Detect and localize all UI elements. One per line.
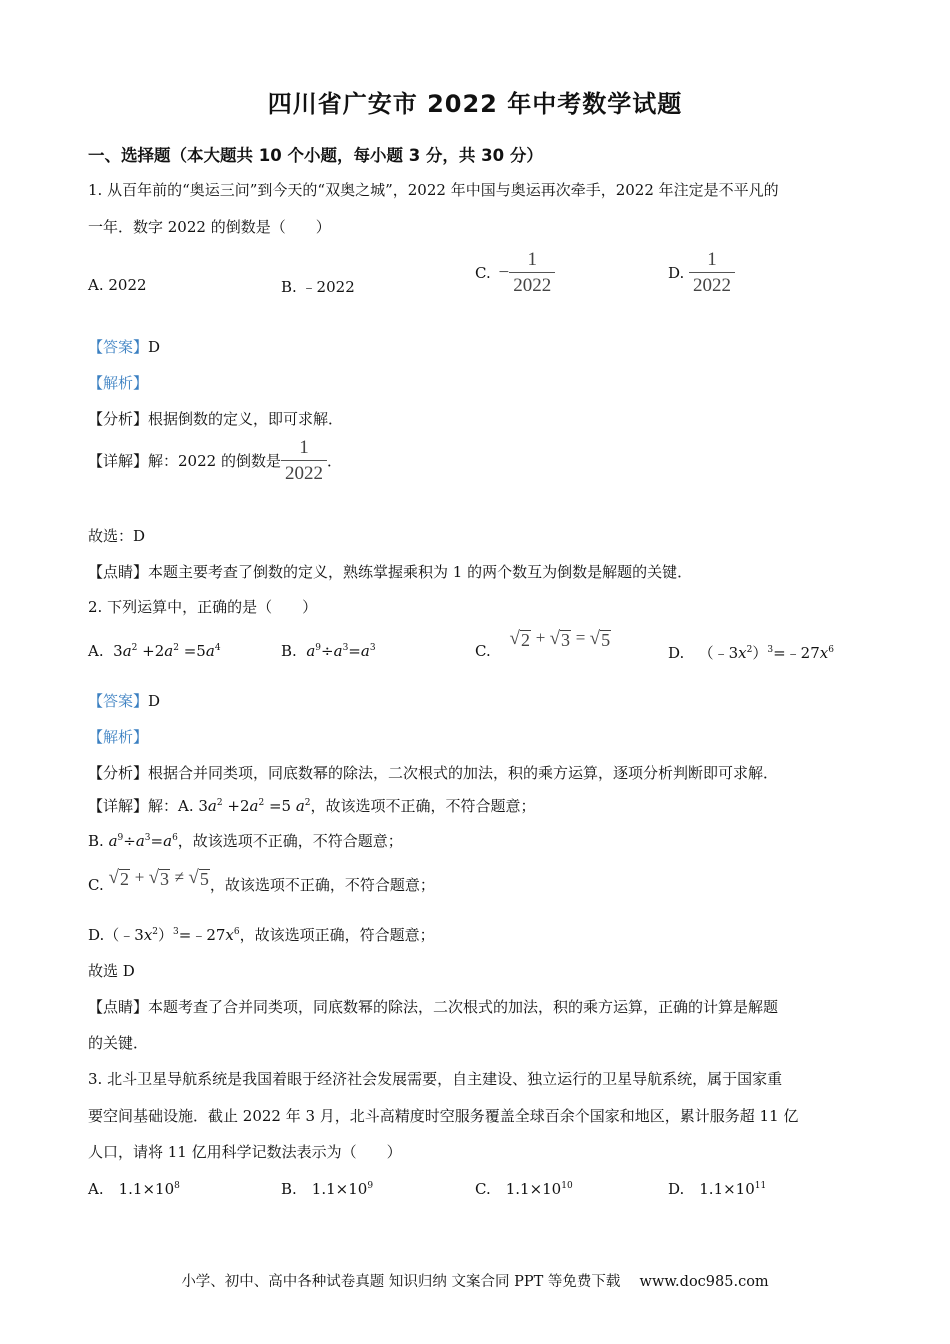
sqrt-expr: √ 5 xyxy=(589,628,611,651)
sqrt-expr: √ 2 xyxy=(509,628,530,651)
fraction xyxy=(509,250,555,295)
q1-option-b: B. ﹣2022 xyxy=(281,278,355,296)
q3-option-d xyxy=(668,1178,766,1199)
q2-dianjing-line1: 【点睛】本题考查了合并同类项，同底数幂的除法，二次根式的加法，积的乘方运算，正确的计算是解题 xyxy=(88,998,779,1016)
q2-fenxi: 【分析】根据合并同类项，同底数幂的除法，二次根式的加法，积的乘方运算，逐项分析判断即可求解． xyxy=(88,764,779,782)
sqrt-expr: √ 3 xyxy=(148,866,169,889)
xiangjie-text: 【详解】解：A. xyxy=(88,797,194,815)
minus-sign: − xyxy=(498,261,510,283)
sqrt-expr: √ 3 xyxy=(549,628,570,651)
q2-xiangjie-c: C. √ 2 + √ 3 ≠ √ 5 ，故该选项不正确，不符合题意； xyxy=(88,862,435,895)
q1-answer xyxy=(88,336,160,357)
q2-dianjing-line2: 的关键． xyxy=(88,1034,149,1052)
q1-dianjing: 【点睛】本题主要考查了倒数的定义，熟练掌握乘积为 1 的两个数互为倒数是解题的关键． xyxy=(88,563,693,581)
xiangjie-text: 【详解】解：2022 的倒数是 xyxy=(88,452,281,470)
item-d-label: D. xyxy=(88,926,105,944)
q1-option-c-label: C. xyxy=(475,263,491,282)
q1-option-d xyxy=(668,250,735,295)
q2-option-d-label: D. xyxy=(668,644,685,662)
exponent: 11 xyxy=(754,1181,767,1191)
q1-stem-line2: 一年．数字 2022 的倒数是（ ） xyxy=(88,218,331,236)
q3-option-b xyxy=(281,1178,373,1199)
q1-stem-line1: 1. 从百年前的“奥运三问”到今天的“双奥之城”，2022 年中国与奥运再次牵手，2022 年注定是不平凡的 xyxy=(88,181,779,199)
option-text: B. 1.1×10 xyxy=(281,1180,368,1198)
exponent: 9 xyxy=(367,1181,374,1191)
option-text: C. 1.1×10 xyxy=(475,1180,562,1198)
q2-stem: 2. 下列运算中，正确的是（ ） xyxy=(88,598,318,616)
denominator: 2022 xyxy=(284,463,323,484)
answer-value: D xyxy=(148,692,161,710)
q1-option-a: A. 2022 xyxy=(88,276,147,294)
q2-option-d: D. $(﹣3x^2)^3=﹣27x^6$ xyxy=(668,644,834,662)
q2-xiangjie-a: 【详解】解：A. $3a^2 +2a^2 =5$ $a^2$，故该选项不正确，不符合题意； xyxy=(88,797,536,815)
q2-option-b: B. $a^9\div a^3=a^3$ xyxy=(281,642,376,660)
q1-guxuan: 故选：D xyxy=(88,527,146,545)
q3-stem-line1: 3. 北斗卫星导航系统是我国着眼于经济社会发展需要，自主建设、独立运行的卫星导航系统，属于国家重 xyxy=(88,1070,783,1088)
item-c-text: ，故该选项不正确，不符合题意； xyxy=(209,876,435,894)
numerator: 1 xyxy=(527,249,537,270)
exponent: 8 xyxy=(174,1181,180,1191)
xiangjie-end: ． xyxy=(326,452,342,470)
q3-stem-line2: 要空间基础设施．截止 2022 年 3 月，北斗高精度时空服务覆盖全球百余个国家和地区，累计服务超 11 亿 xyxy=(88,1107,799,1125)
q1-fenxi: 【分析】根据倒数的定义，即可求解． xyxy=(88,410,344,428)
item-c-label: C. xyxy=(88,875,104,894)
q2-option-c-label: C. xyxy=(475,642,491,660)
q2-option-a-label: A. xyxy=(88,642,104,660)
xiangjie-end: ，故该选项不正确，不符合题意； xyxy=(310,797,536,815)
page-title: 四川省广安市 2022 年中考数学试题 xyxy=(267,90,683,118)
q2-option-c: C. √ 2 + √ 3 = √ 5 xyxy=(475,628,611,660)
section-heading: 一、选择题（本大题共 10 个小题，每小题 3 分，共 30 分） xyxy=(88,146,543,165)
item-d-text: ，故该选项正确，符合题意； xyxy=(239,926,435,944)
item-b-label: B. xyxy=(88,832,104,850)
q3-stem-line3: 人口，请将 11 亿用科学记数法表示为（ ） xyxy=(88,1143,402,1161)
answer-value: D xyxy=(148,338,161,356)
item-b-text: ，故该选项不正确，不符合题意； xyxy=(177,832,403,850)
fraction xyxy=(689,250,735,295)
option-text: D. 1.1×10 xyxy=(668,1180,755,1198)
page-footer: 小学、初中、高中各种试卷真题 知识归纳 文案合同 PPT 等免费下载 www.doc985.com xyxy=(181,1274,769,1290)
q1-option-d-label: D. xyxy=(668,263,685,282)
q3-option-a xyxy=(88,1178,180,1199)
q2-option-a: A. $3a^2 +2a^2 =5a^4$ xyxy=(88,642,221,660)
sqrt-expr: √ 2 xyxy=(108,866,129,889)
numerator: 1 xyxy=(707,249,717,270)
q2-answer xyxy=(88,690,160,711)
q1-xiangjie xyxy=(88,438,342,483)
q1-analysis-tag: 【解析】 xyxy=(88,374,149,392)
answer-tag: 【答案】 xyxy=(88,338,149,356)
option-text: A. 1.1×10 xyxy=(88,1180,175,1198)
fraction xyxy=(281,438,327,483)
q1-option-c xyxy=(475,250,555,295)
q2-analysis-tag: 【解析】 xyxy=(88,728,149,746)
sqrt-expr: √ 5 xyxy=(188,866,209,889)
denominator: 2022 xyxy=(513,275,552,296)
q2-xiangjie-b: B. $a^9\div a^3=a^6$，故该选项不正确，不符合题意； xyxy=(88,832,403,850)
denominator: 2022 xyxy=(693,275,732,296)
q3-option-c xyxy=(475,1178,573,1199)
answer-tag: 【答案】 xyxy=(88,692,149,710)
q2-option-b-label: B. xyxy=(281,642,297,660)
exponent: 10 xyxy=(561,1181,573,1191)
q2-xiangjie-d: $D.(﹣3x^2)^3=﹣27x^6$，故该选项正确，符合题意； xyxy=(88,926,435,944)
numerator: 1 xyxy=(299,437,309,458)
q2-guxuan: 故选 D xyxy=(88,962,135,980)
